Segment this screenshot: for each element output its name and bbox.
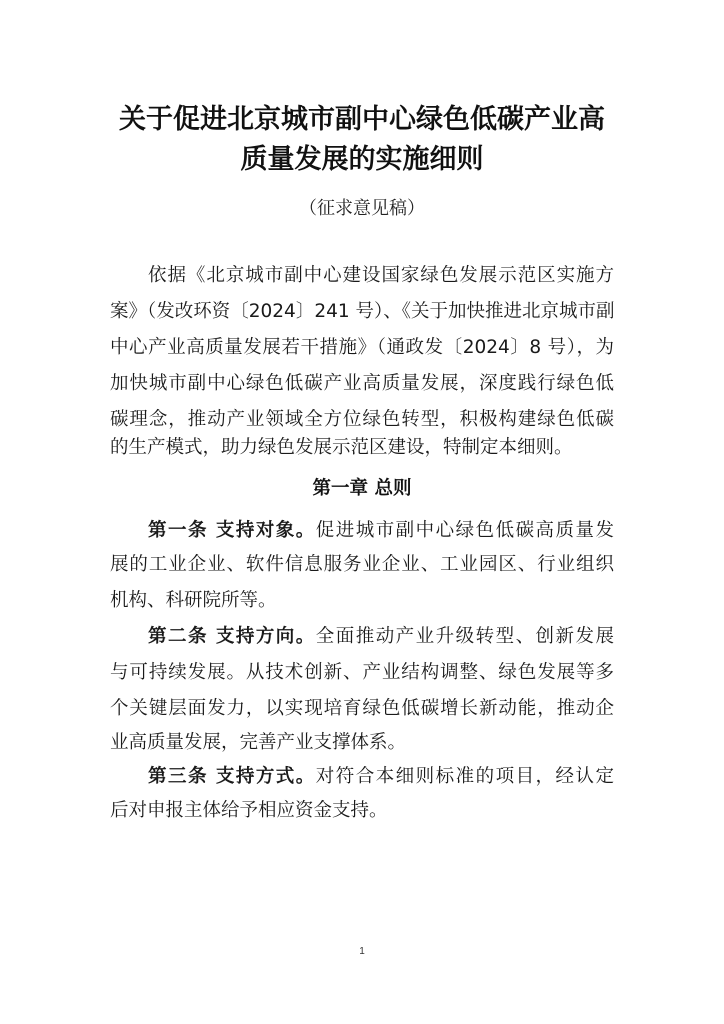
article-3-label: 第三条 支持方式。: [148, 766, 316, 787]
preamble-line: 加快城市副中心绿色低碳产业高质量发展，深度践行绿色低: [110, 373, 614, 394]
page-number: 1: [359, 946, 365, 957]
preamble-line: 中心产业高质量发展若干措施》（通政发〔2024〕8 号），为: [110, 337, 614, 358]
preamble-line: 依据《北京城市副中心建设国家绿色发展示范区实施方: [148, 265, 614, 286]
preamble-line: 案》（发改环资〔2024〕241 号）、《关于加快推进北京城市副: [110, 301, 615, 322]
article-2-label: 第二条 支持方向。: [148, 626, 316, 647]
article-line: 与可持续发展。从技术创新、产业结构调整、绿色发展等多: [110, 662, 614, 683]
article-line: 后对申报主体给予相应资金支持。: [110, 800, 388, 821]
article-1-first-line: [148, 518, 614, 544]
document-title-line-2: 质量发展的实施细则: [240, 144, 484, 175]
article-3-first-line: [148, 764, 614, 790]
article-line: 业高质量发展，完善产业支撑体系。: [110, 732, 407, 753]
article-1-label: 第一条 支持对象。: [148, 520, 316, 541]
article-3-text: 对符合本细则标准的项目，经认定: [315, 766, 614, 787]
article-2-text: 全面推动产业升级转型、创新发展: [315, 626, 614, 647]
document-title-line-1: 关于促进北京城市副中心绿色低碳产业高: [119, 104, 605, 135]
preamble-line: 的生产模式，助力绿色发展示范区建设，特制定本细则。: [110, 437, 573, 458]
article-1-text: 促进城市副中心绿色低碳高质量发: [315, 520, 614, 541]
article-line: 展的工业企业、软件信息服务业企业、工业园区、行业组织: [110, 554, 614, 575]
article-2-first-line: [148, 624, 614, 650]
preamble-line: 碳理念，推动产业领域全方位绿色转型，积极构建绿色低碳: [110, 409, 614, 430]
article-line: 个关键层面发力，以实现培育绿色低碳增长新动能，推动企: [110, 698, 614, 719]
chapter-heading: 第一章 总则: [312, 478, 412, 499]
document-subtitle: （征求意见稿）: [299, 198, 425, 219]
article-line: 机构、科研院所等。: [110, 590, 277, 611]
